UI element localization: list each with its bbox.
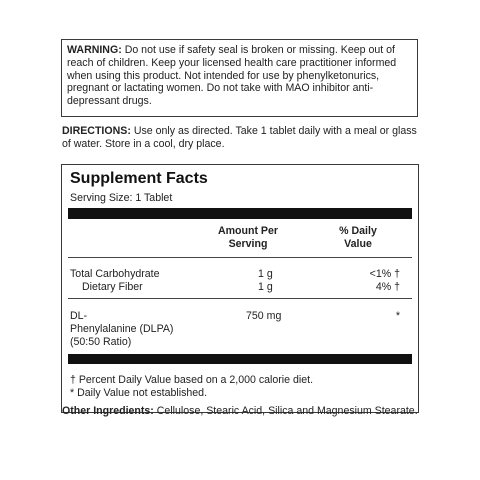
- directions-label: DIRECTIONS:: [62, 125, 131, 137]
- header-dv-line2: Value: [344, 238, 372, 250]
- other-ingredients-label: Other Ingredients:: [62, 405, 154, 417]
- row-daily-value: *: [395, 310, 400, 322]
- warning-label: WARNING:: [67, 44, 122, 56]
- footnote-percent-dv: † Percent Daily Value based on a 2,000 calorie diet.: [70, 374, 314, 386]
- dlpa-line1: DL-: [70, 310, 88, 322]
- divider-header: [68, 257, 412, 258]
- header-amount-line1: Amount Per: [217, 225, 279, 237]
- other-ingredients: [62, 405, 420, 418]
- thick-divider-bottom: [68, 354, 412, 364]
- warning-text: Do not use if safety seal is broken or missing. Keep out of reach of children. Keep your licensed health care practitioner informed when using this product. Not intended for use by phenylketonurics, pregnant or lactating women. Do not take with MAO inhibitor anti-depressant drugs.: [67, 44, 397, 108]
- thick-divider-top: [68, 208, 412, 219]
- dlpa-line3: (50:50 Ratio): [70, 335, 132, 348]
- header-daily-value: [327, 225, 389, 251]
- row-name: Total Carbohydrate: [70, 268, 160, 280]
- header-dv-line1: % Daily: [339, 225, 377, 237]
- footnote-dv-not-established: * Daily Value not established.: [70, 387, 208, 399]
- row-daily-value: 4% †: [375, 281, 400, 293]
- supplement-facts-panel: [61, 164, 419, 413]
- warning-box: [61, 39, 418, 117]
- row-daily-value: <1% †: [369, 268, 400, 280]
- row-amount: 1 g: [258, 281, 273, 293]
- directions-text: Use only as directed. Take 1 tablet daily with a meal or glass of water. Store in a cool, dry place.: [62, 125, 417, 150]
- header-amount-line2: Serving: [228, 238, 268, 250]
- directions: [62, 125, 420, 151]
- divider-rows: [68, 298, 412, 299]
- facts-title: Supplement Facts: [70, 170, 208, 187]
- serving-size: Serving Size: 1 Tablet: [70, 192, 173, 204]
- row-amount: 1 g: [258, 268, 273, 280]
- other-ingredients-text: Cellulose, Stearic Acid, Silica and Magnesium Stearate.: [156, 405, 418, 417]
- dlpa-line2: Phenylalanine (DLPA): [70, 322, 174, 335]
- row-name-dlpa: [70, 310, 173, 348]
- row-name: Dietary Fiber: [82, 281, 143, 293]
- row-amount: 750 mg: [246, 310, 282, 322]
- header-amount-per-serving: [208, 225, 288, 251]
